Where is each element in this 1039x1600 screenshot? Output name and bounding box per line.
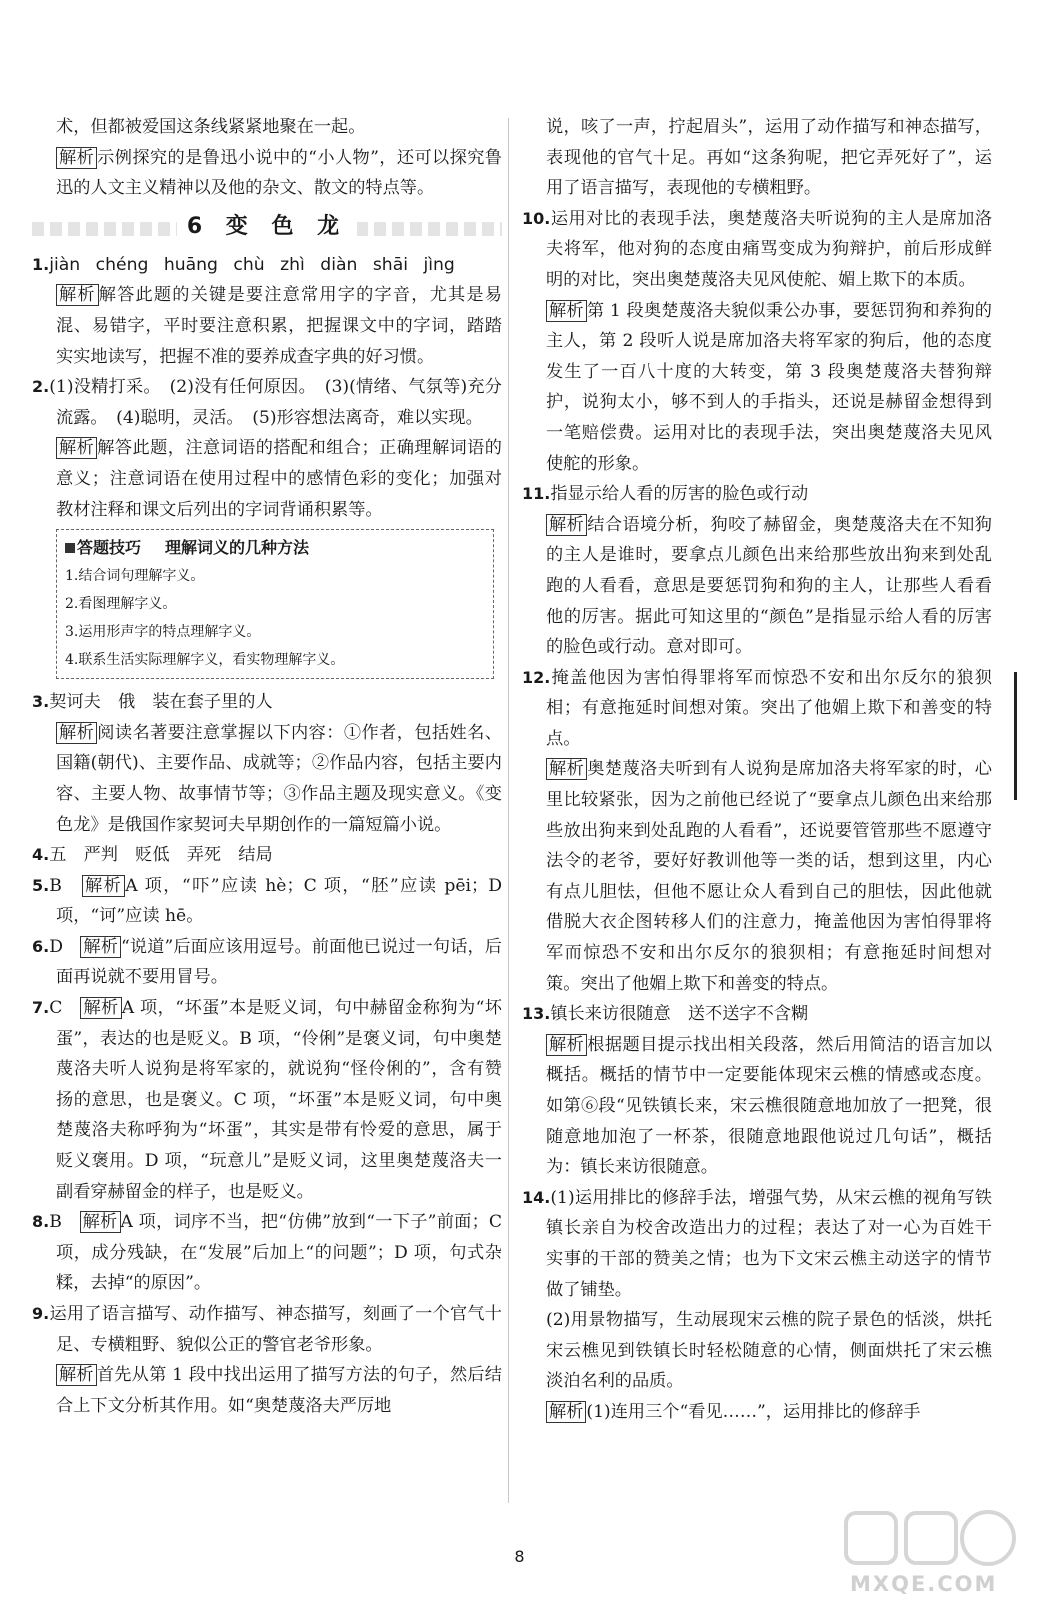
analysis-tag: 解析 [546, 758, 587, 780]
tips-item: 2.看图理解字义。 [65, 596, 177, 613]
analysis-tag: 解析 [546, 1401, 586, 1423]
lesson-title: 6 变 色 龙 [177, 212, 357, 243]
question-1: 1.jiàn chéng huāng chù zhì diàn shāi jìng [32, 254, 455, 275]
analysis-paragraph: 解析 示例探究的是鲁迅小说中的“小人物”，还可以探究鲁迅的人文主义精神以及他的杂文、散文的特点等。 [56, 147, 502, 199]
question-3: 3.契诃夫 俄 装在套子里的人 [32, 692, 273, 713]
question-14-analysis: 解析 (1)连用三个“看见……”，运用排比的修辞手 [522, 1397, 992, 1428]
section-title [32, 206, 502, 250]
watermark-box [846, 1513, 896, 1563]
square-bullet-icon [65, 543, 75, 553]
analysis-tag: 解析 [56, 284, 99, 306]
question-14-part-2: (2)用景物描写，生动展现宋云樵的院子景色的恬淡，烘托宋云樵见到铁镇长时轻松随意的心情，侧面烘托了宋云樵淡泊名利的品质。 [546, 1310, 992, 1392]
column-divider [508, 118, 509, 1503]
analysis-tag: 解析 [56, 437, 97, 459]
question-2: 2.(1)没精打采。 (2)没有任何原因。 (3)(情绪、气氛等)充分流露。 (4)聪明，灵活。 (5)形容想法离奇，难以实现。 [32, 377, 502, 428]
question-9-analysis: 解析 首先从第 1 段中找出运用了描写方法的句子，然后结合上下文分析其作用。如“奥楚蔑洛夫严厉地 [56, 1365, 502, 1416]
question-7: 7.C 解析 A 项，“坏蛋”本是贬义词，句中赫留金称狗为“坏蛋”，表达的也是贬义。B 项，“伶俐”是褒义词，句中奥楚蔑洛夫听人说狗是将军家的，就说狗“怪伶俐的”，含有赞扬的意思，也是褒义。C 项，“坏蛋”本是贬义词，句中奥楚蔑洛夫称呼狗为“坏蛋”，其实是带有怜爱的意思，属于贬义褒用。D 项，“玩意儿”是贬义词，这里奥楚蔑洛夫一副看穿赫留金的样子，也是贬义。 [32, 998, 502, 1202]
question-11: 11.指显示给人看的厉害的脸色或行动 [522, 484, 809, 505]
question-13: 13.镇长来访很随意 送不送字不含糊 [522, 1004, 809, 1025]
question-12: 12.掩盖他因为害怕得罪将军而惊恐不安和出尔反尔的狼狈相；有意拖延时间想对策。突出了他媚上欺下和善变的特点。 [522, 667, 992, 749]
binding-mark [1014, 672, 1017, 800]
question-9: 9.运用了语言描写、动作描写、神态描写，刻画了一个官气十足、专横粗野、貌似公正的警官老爷形象。 [32, 1304, 502, 1355]
pinyin-answer: jiàn chéng huāng chù zhì diàn shāi jìng [49, 254, 455, 275]
question-13-analysis: 解析 根据题目提示找出相关段落，然后用简洁的语言加以概括。概括的情节中一定要能体现宋云樵的情感或态度。如第⑥段“见铁镇长来，宋云樵很随意地加放了一把凳，很随意地加泡了一杯茶，很随意地跟他说过几句话”，概括为：镇长来访很随意。 [546, 1034, 992, 1178]
tips-header: 答题技巧 理解词义的几种方法 [65, 534, 485, 562]
question-6: 6.D 解析 “说道”后面应该用逗号。前面他已说过一句话，后面再说就不要用冒号。 [32, 936, 502, 988]
analysis-tag: 解析 [80, 997, 121, 1019]
analysis-tag: 解析 [546, 514, 587, 536]
question-10: 10.运用对比的表现手法，奥楚蔑洛夫听说狗的主人是席加洛夫将军，他对狗的态度由痛骂变成为狗辩护，前后形成鲜明的对比，突出奥楚蔑洛夫见风使舵、媚上欺下的本质。 [522, 208, 992, 290]
paragraph-continued: 说，咳了一声，拧起眉头”，运用了动作描写和神态描写，表现他的官气十足。再如“这条狗呢，把它弄死好了”，运用了语言描写，表现他的专横粗野。 [546, 117, 992, 199]
page-number: 8 [514, 1547, 525, 1566]
question-4: 4.五 严判 贬低 弄死 结局 [32, 845, 273, 866]
question-11-analysis: 解析 结合语境分析，狗咬了赫留金，奥楚蔑洛夫在不知狗的主人是谁时，要拿点儿颜色出来给那些放出狗来到处乱跑的人看看，意思是要惩罚狗和狗的主人，让那些人看看他的厉害。据此可知这里的“颜色”是指显示给人看的厉害的脸色或行动。意对即可。 [546, 514, 992, 658]
question-5: 5.B 解析 A 项，“吓”应读 hè；C 项，“胚”应读 pēi；D 项，“诃”应读 hē。 [32, 875, 502, 927]
left-column [32, 112, 502, 1421]
analysis-tag: 解析 [80, 936, 121, 958]
analysis-tag: 解析 [80, 1211, 121, 1233]
question-12-analysis: 解析 奥楚蔑洛夫听到有人说狗是席加洛夫将军家的时，心里比较紧张，因为之前他已经说了“要拿点儿颜色出来给那些放出狗来到处乱跑的人看看”，还说要管管那些不愿遵守法令的老爷，要好好教训他等一类的话，想到这里，内心有点儿胆怯，但他不愿让众人看到自己的胆怯，因此他就借脱大衣企图转移人们的注意力，掩盖他因为害怕得罪将军而惊恐不安和出尔反尔的狼狈相；有意拖延时间想对策。突出了他媚上欺下和善变的特点。 [546, 759, 992, 994]
analysis-tag: 解析 [546, 300, 587, 322]
tips-box [56, 529, 494, 679]
tips-item: 1.结合词句理解字义。 [65, 568, 205, 585]
question-3-analysis: 解析 阅读名著要注意掌握以下内容：①作者，包括姓名、国籍(朝代)、主要作品、成就等；②作品内容，包括主要内容、主要人物、故事情节等；③作品主题及现实意义。《变色龙》是俄国作家契诃夫早期创作的一篇短篇小说。 [56, 722, 502, 835]
question-10-analysis: 解析 第 1 段奥楚蔑洛夫貌似秉公办事，要惩罚狗和养狗的主人，第 2 段听人说是席加洛夫将军家的狗后，他的态度发生了一百八十度的大转变，第 3 段奥楚蔑洛夫替狗辩护，说狗太小，够不到人的手指头，还说是赫留金想得到一笔赔偿费。运用对比的表现手法，突出奥楚蔑洛夫见风使舵的形象。 [546, 300, 992, 474]
watermark-circle [962, 1512, 1014, 1564]
analysis-tag: 解析 [56, 722, 97, 744]
tips-item: 3.运用形声字的特点理解字义。 [65, 624, 261, 641]
question-2-analysis: 解析 解答此题，注意词语的搭配和组合；正确理解词语的意义；注意词语在使用过程中的感情色彩的变化；加强对教材注释和课文后列出的字词背诵积累等。 [56, 438, 502, 520]
analysis-tag: 解析 [56, 1364, 97, 1386]
right-column [522, 112, 992, 1428]
analysis-tag: 解析 [546, 1034, 587, 1056]
question-1-analysis: 解析 解答此题的关键是要注意常用字的字音，尤其是易混、易错字，平时要注意积累，把握课文中的字词，踏踏实实地读写，把握不准的要养成查字典的好习惯。 [56, 285, 502, 367]
watermark-text: MXQE.COM [850, 1572, 998, 1596]
question-14: 14.(1)运用排比的修辞手法，增强气势，从宋云樵的视角写铁镇长亲自为校舍改造出力的过程；表达了对一心为百姓干实事的干部的赞美之情；也为下文宋云樵主动送字的情节做了铺垫。 [522, 1187, 992, 1300]
analysis-tag: 解析 [82, 875, 125, 897]
paragraph-continued: 术，但都被爱国这条线紧紧地聚在一起。 [56, 117, 366, 137]
analysis-tag: 解析 [56, 147, 97, 169]
tips-item: 4.联系生活实际理解字义，看实物理解字义。 [65, 652, 345, 669]
question-8: 8.B 解析 A 项，词序不当，把“仿佛”放到“一下子”前面；C 项，成分残缺，在“发展”后加上“的问题”；D 项，句式杂糅，去掉“的原因”。 [32, 1212, 502, 1294]
watermark-box [906, 1513, 956, 1563]
